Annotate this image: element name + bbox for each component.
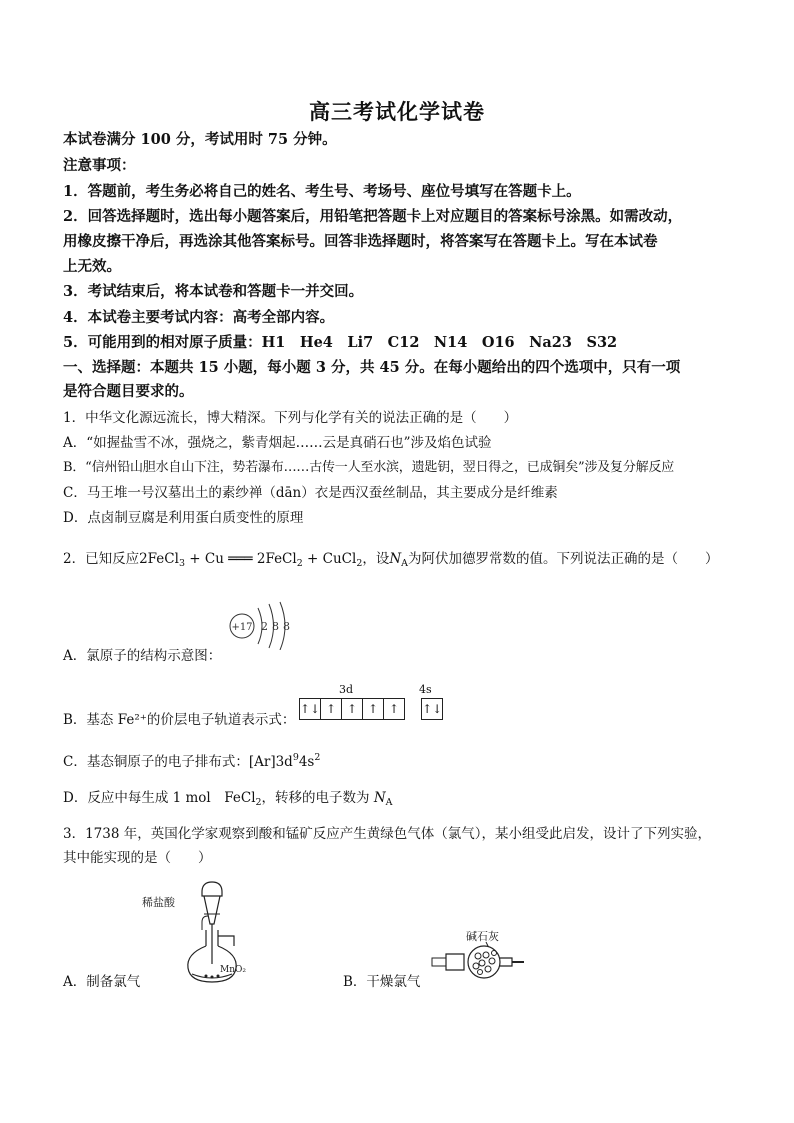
notice-3: 3．考试结束后，将本试卷和答题卡一并交回。: [63, 283, 364, 300]
q1-option-c: C．马王堆一号汉墓出土的素纱禅（dān）衣是西汉蚕丝制品，其主要成分是纤维素: [63, 485, 558, 501]
drying-tube-apparatus: [428, 928, 528, 980]
q2-option-b: B．基态 Fe²⁺的价层电子轨道表示式：: [63, 712, 296, 728]
shell-2-count: 8: [272, 620, 279, 633]
page-title: 高三考试化学试卷: [309, 99, 485, 124]
notice-1: 1．答题前，考生务必将自己的姓名、考生号、考场号、座位号填写在答题卡上。: [63, 183, 581, 200]
orbital-4s: ↑↓: [421, 698, 443, 720]
intro-text: 本试卷满分 100 分，考试用时 75 分钟。: [63, 131, 337, 148]
q2-stem: 2．已知反应2FeCl$_3$ + Cu ═══ 2FeCl$_2$ + CuCl$_2$，设$N_A$为阿伏加德罗常数的值。下列说法正确的是（ ）: [63, 551, 719, 569]
q3-option-a: A．制备氯气: [63, 974, 141, 990]
notice-4: 4．本试卷主要考试内容：高考全部内容。: [63, 309, 335, 326]
notice-2-end: 上无效。: [63, 258, 121, 275]
q1-option-b: B．“信州铅山胆水自山下注，势若瀑布……古传一人至水滨，遗匙钥，翌日得之，已成铜矣”涉及复分解反应: [63, 460, 675, 475]
orbital-3d-2: ↑: [320, 698, 342, 720]
label-3d: 3d: [339, 683, 354, 696]
soda-lime-label: 碱石灰: [466, 930, 499, 943]
mno2-label: MnO₂: [220, 965, 246, 975]
q1-stem: 1．中华文化源远流长，博大精深。下列与化学有关的说法正确的是（ ）: [63, 410, 518, 426]
q3-option-b: B．干燥氯气: [343, 974, 421, 990]
q2-option-a: A．氯原子的结构示意图：: [63, 648, 222, 664]
orbital-3d-3: ↑: [341, 698, 363, 720]
label-4s: 4s: [419, 683, 432, 696]
q2-option-c: C．基态铜原子的电子排布式：$[Ar]3d^94s^2$: [63, 752, 321, 770]
orbital-3d-1: ↑↓: [299, 698, 321, 720]
notice-heading: 注意事项：: [63, 157, 136, 174]
dilute-hcl-label: 稀盐酸: [142, 896, 175, 909]
shell-3-count: 8: [283, 620, 290, 633]
q1-option-d: D．点卤制豆腐是利用蛋白质变性的原理: [63, 510, 304, 526]
chlorine-generation-apparatus: [140, 876, 250, 988]
section-1-heading-cont: 是符合题目要求的。: [63, 383, 194, 400]
shell-1-count: 2: [261, 620, 268, 633]
orbital-3d-4: ↑: [362, 698, 384, 720]
notice-2: 2．回答选择题时，选出每小题答案后，用铅笔把答题卡上对应题目的答案标号涂黑。如需改动，: [63, 208, 683, 225]
orbital-diagram: [299, 683, 443, 723]
chlorine-atom-diagram: [226, 598, 298, 650]
orbital-3d-5: ↑: [383, 698, 405, 720]
q1-option-a: A．“如握盐雪不冰，强烧之，紫青烟起……云是真硝石也”涉及焰色试验: [63, 435, 492, 451]
notice-2-cont: 用橡皮擦干净后，再选涂其他答案标号。回答非选择题时，将答案写在答题卡上。写在本试卷: [63, 233, 658, 250]
q3-stem-2: 其中能实现的是（ ）: [63, 850, 212, 866]
q2-option-d: D．反应中每生成 1 mol FeCl$_2$，转移的电子数为 $N_A$: [63, 790, 393, 808]
nucleus-label: +17: [231, 622, 253, 633]
q3-stem-1: 3．1738 年，英国化学家观察到酸和锰矿反应产生黄绿色气体（氯气），某小组受此启发，设计了下列实验，: [63, 826, 711, 842]
section-1-heading: 一、选择题：本题共 15 小题，每小题 3 分，共 45 分。在每小题给出的四个选项中，只有一项: [63, 359, 681, 376]
notice-5: 5．可能用到的相对原子质量：H1 He4 Li7 C12 N14 O16 Na23 S32: [63, 334, 618, 351]
